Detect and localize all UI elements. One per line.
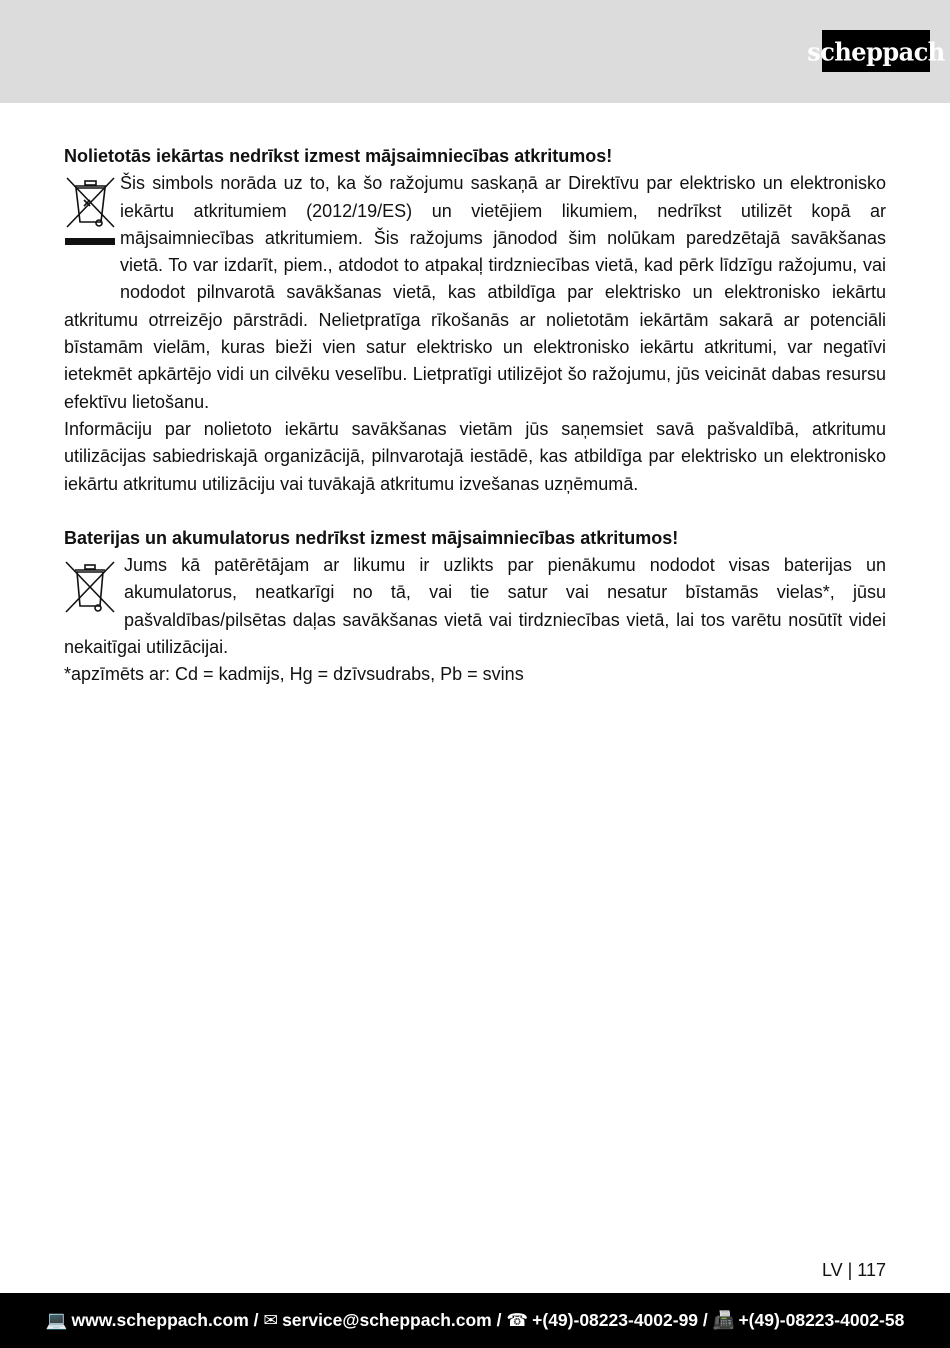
footer-phone: +(49)-08223-4002-99 /	[532, 1310, 708, 1330]
page-number: LV | 117	[821, 1260, 886, 1280]
section-batteries-body: Jums kā patērētājam ar likumu ir uzlikts par pienākumu nododot visas baterijas un akumulatorus, neatkarīgi no tā, vai tie satur vai nesatur bīstamās vielas*, jūsu pašvaldības/pilsētas daļas savākšanas vietā vai tirdzniecības vietā, lai tos varētu nosūtīt videi nekaitīgai utilizācijai.	[64, 555, 886, 658]
footer-email[interactable]: service@scheppach.com /	[282, 1310, 502, 1330]
fax-icon: 📠	[712, 1310, 735, 1330]
logo-text: scheppach	[807, 35, 945, 67]
crossed-out-bin-icon	[64, 558, 124, 616]
section-weee	[64, 143, 886, 498]
page-content	[64, 143, 886, 689]
section-weee-body: Šis simbols norāda uz to, ka šo ražojumu saskaņā ar Direktīvu par elektrisko un elektronisko iekārtu atkritumiem (2012/19/ES) un vietējiem likumiem, nedrīkst utilizēt kopā ar mājsaimniecības atkritumiem. Šis ražojums jānodod šim nolūkam paredzētajā savākšanas vietā. To var izdarīt, piem., atdodot to atpakaļ tirdzniecības vietā, kad pērk līdzīgu ražojumu, vai nododot pilnvarotā savākšanas vietā, kas atbildīga par elektrisko un elektronisko iekārtu atkritumu otrreizējo pārstrādi. Nelietpratīga rīkošanās ar nolietotām iekārtām sakarā ar potenciāli bīstamām vielām, kuras bieži vien satur elektrisko un elektronisko iekārtu atkritumi, var negatīvi ietekmēt apkārtējo vidi un cilvēku veselību. Lietpratīgi utilizējot šo ražojumu, jūs veicināt dabas resursu efektīvu lietošanu.	[64, 173, 886, 412]
email-icon: ✉	[263, 1310, 279, 1330]
section-batteries-heading: Baterijas un akumulatorus nedrīkst izmest mājsaimniecības atkritumos!	[64, 527, 679, 548]
section-weee-heading: Nolietotās iekārtas nedrīkst izmest mājsaimniecības atkritumos!	[64, 146, 613, 166]
scheppach-logo	[807, 30, 945, 72]
computer-icon: 💻	[45, 1310, 68, 1330]
page-header	[0, 0, 950, 103]
section-batteries-footnote: *apzīmēts ar: Cd = kadmijs, Hg = dzīvsudrabs, Pb = svins	[64, 664, 524, 685]
section-weee-body-2: Informāciju par nolietoto iekārtu savākšanas vietām jūs saņemsiet savā pašvaldībā, atkritumu utilizācijas sabiedriskajā organizācijā, pilnvarotajā iestādē, kas atbildīga par elektrisko un elektronisko iekārtu atkritumu utilizāciju vai tuvākajā atkritumu izvešanas uzņēmumā.	[64, 418, 886, 494]
footer-website[interactable]: www.scheppach.com /	[71, 1310, 259, 1330]
footer-fax: +(49)-08223-4002-58	[738, 1310, 905, 1330]
phone-icon: ☎	[506, 1310, 529, 1330]
section-batteries	[64, 525, 886, 689]
crossed-out-wheelie-bin-icon	[64, 172, 120, 284]
page-footer	[0, 1293, 950, 1348]
